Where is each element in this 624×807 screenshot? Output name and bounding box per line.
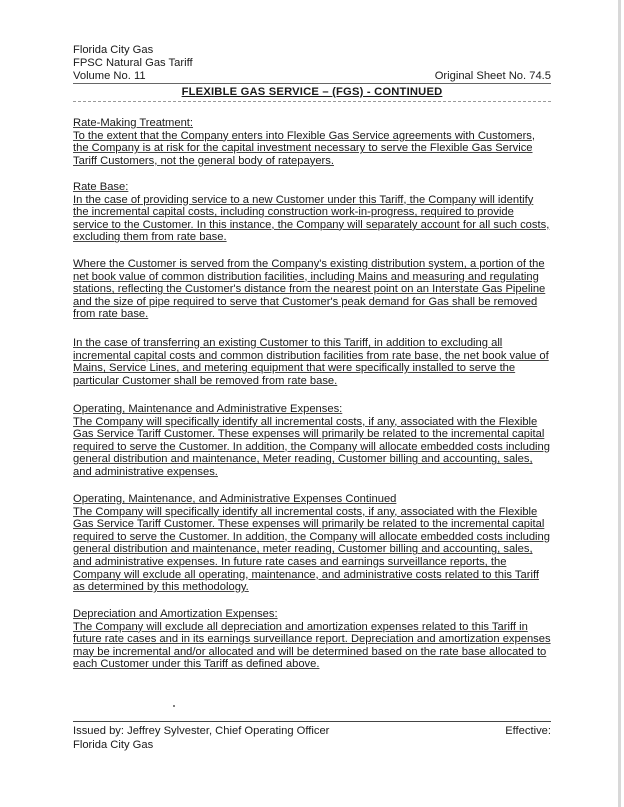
section-body: The Company will exclude all depreciation and amortization expenses related to this Tariff in future rate cases and in its earnings surveillance report. Depreciation and amortization expenses may be incremental and/or allocated and will be determined based on the rate base allocated to each Customer under this Tariff as defined above. [73, 620, 551, 671]
section-heading: Operating, Maintenance and Administrative Expenses: [73, 403, 343, 415]
header-company: Florida City Gas [73, 44, 154, 56]
header-tariff: FPSC Natural Gas Tariff [73, 57, 193, 69]
section-body: The Company will specifically identify all incremental costs, if any, associated with the Flexible Gas Service Tariff Customer. These expenses will primarily be related to the incremental capital required to serve the Customer. In addition, the Company will allocate embedded costs including general distribution and maintenance, meter reading, Customer billing and accounting, sales, and administrative expenses. In future rate cases and earnings surveillance reports, the Company will exclude all operating, maintenance, and administrative costs related to this Tariff as determined by this methodology. [73, 505, 550, 594]
section-body: In the case of providing service to a new Customer under this Tariff, the Company will identify the incremental capital costs, including construction work-in-progress, required to provide service to the Customer. In this instance, the Company will separately account for all such costs, excluding them from rate base. [73, 193, 550, 244]
section-om-expenses-continued [73, 493, 551, 594]
section-heading: Rate Base: [73, 181, 129, 193]
footer-company: Florida City Gas [73, 739, 154, 751]
header-rule [73, 83, 551, 84]
page-title-text: FLEXIBLE GAS SERVICE – (FGS) - CONTINUED [181, 86, 443, 98]
section-om-expenses [73, 403, 551, 479]
section-heading: Operating, Maintenance, and Administrative Expenses Continued [73, 493, 397, 505]
section-transfer-customer [73, 337, 551, 387]
section-body: The Company will specifically identify all incremental costs, if any, associated with the Flexible Gas Service Tariff Customer. These expenses will primarily be related to the incremental capital required to serve the Customer. In addition, the Company will allocate embedded costs including general distribution and maintenance, Meter reading, Customer billing and accounting, sales, and administrative expenses. [73, 415, 550, 478]
title-rule [73, 101, 551, 102]
header-volume: Volume No. 11 [73, 70, 146, 82]
section-rate-making [73, 117, 551, 167]
footer-effective: Effective: [505, 725, 551, 737]
footer-rule [73, 721, 551, 722]
section-existing-distribution [73, 258, 551, 321]
section-heading: Depreciation and Amortization Expenses: [73, 608, 278, 620]
section-body: In the case of transferring an existing Customer to this Tariff, in addition to excluding all incremental capital costs and common distribution facilities from rate base, the net book value of Mains, Service Lines, and metering equipment that were specifically installed to serve the particular Customer shall be removed from rate base. [73, 337, 549, 387]
scan-edge [618, 0, 621, 807]
section-body: To the extent that the Company enters into Flexible Gas Service agreements with Customers, the Company is at risk for the capital investment necessary to serve the Flexible Gas Service Tariff Customers, not the general body of ratepayers. [73, 129, 536, 167]
page-title [73, 86, 551, 98]
header-sheet-number: Original Sheet No. 74.5 [434, 70, 551, 82]
footer-issued-by: Issued by: Jeffrey Sylvester, Chief Operating Officer [73, 725, 330, 737]
scan-speck [173, 705, 175, 707]
section-rate-base [73, 181, 551, 244]
section-body: Where the Customer is served from the Company's existing distribution system, a portion of the net book value of common distribution facilities, including Mains and measuring and regulating stations, reflecting the Customer's distance from the nearest point on an Interstate Gas Pipeline and the size of pipe required to serve that Customer's peak demand for Gas shall be removed from rate base. [73, 258, 546, 321]
section-depreciation [73, 608, 551, 671]
section-heading: Rate-Making Treatment: [73, 117, 194, 129]
